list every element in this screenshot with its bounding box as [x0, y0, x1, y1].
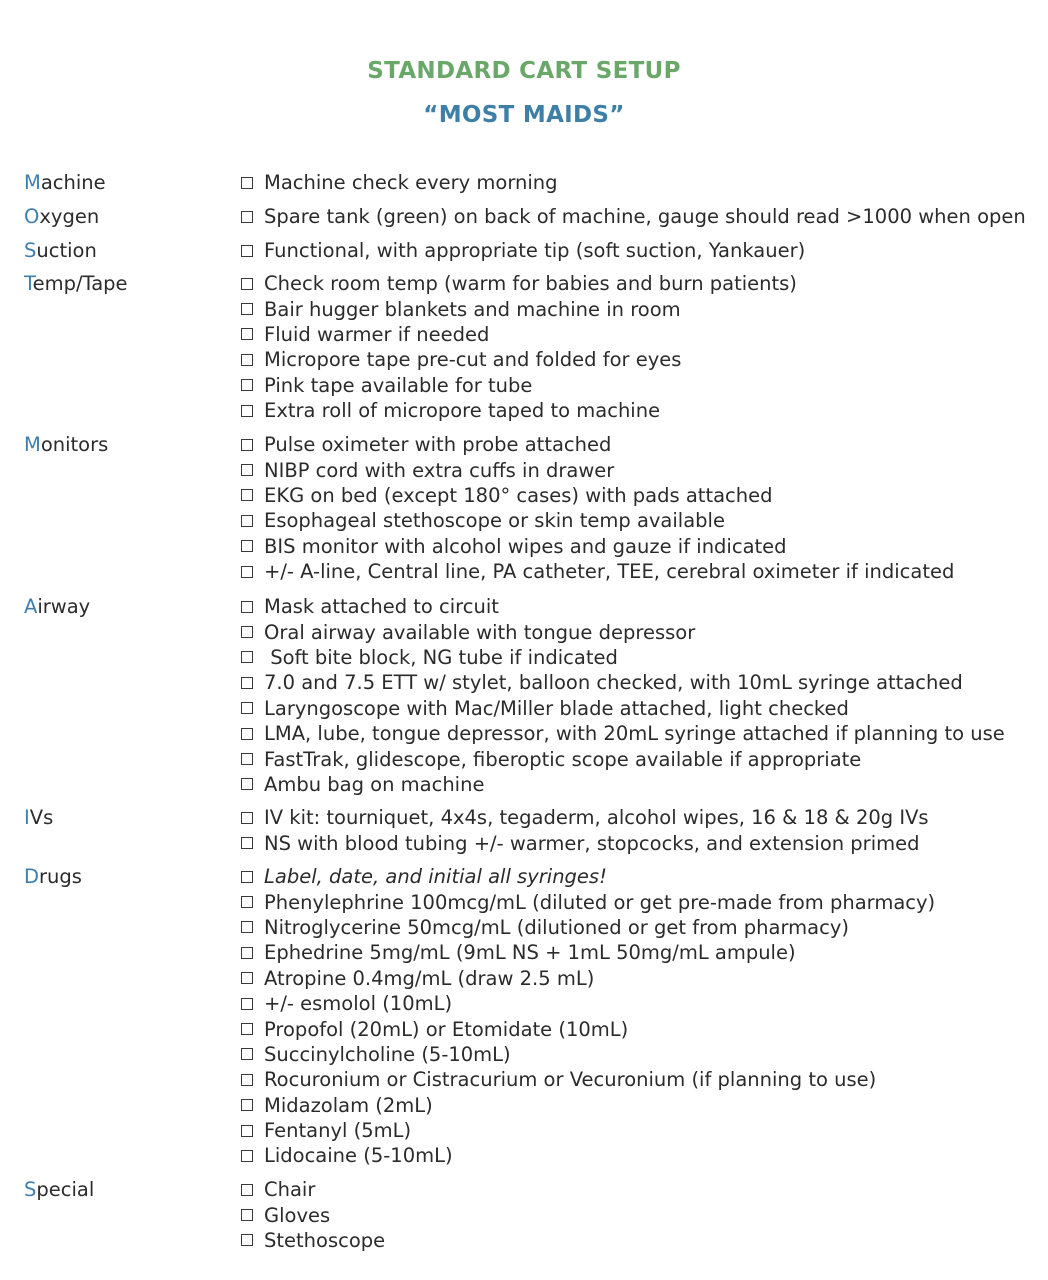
checklist [241, 1177, 385, 1253]
checklist-item: LMA, lube, tongue depressor, with 20mL syringe attached if planning to use [241, 721, 1005, 746]
checklist-item: Oral airway available with tongue depressor [241, 619, 1005, 644]
checklist-item: Ambu bag on machine [241, 772, 1005, 797]
checkbox[interactable] [241, 998, 253, 1010]
page-subtitle: “MOST MAIDS” [423, 102, 625, 128]
checkbox[interactable] [241, 1074, 253, 1086]
checklist-item: NIBP cord with extra cuffs in drawer [241, 457, 954, 482]
section-label: Oxygen [24, 205, 100, 228]
section-initial: T [24, 272, 33, 295]
checkbox[interactable] [241, 702, 253, 714]
checklist [241, 805, 929, 856]
checkbox[interactable] [241, 677, 253, 689]
checklist-item: Spare tank (green) on back of machine, gauge should read >1000 when open [241, 204, 1026, 229]
checklist-item: Lidocaine (5-10mL) [241, 1143, 935, 1168]
checklist-item: EKG on bed (except 180° cases) with pads attached [241, 483, 954, 508]
checkbox[interactable] [241, 871, 253, 883]
checklist-item: +/- esmolol (10mL) [241, 991, 935, 1016]
section-initial: S [24, 1178, 37, 1201]
checklist-item: Atropine 0.4mg/mL (draw 2.5 mL) [241, 966, 935, 991]
section-initial: O [24, 205, 40, 228]
checklist [241, 204, 1026, 229]
checkbox[interactable] [241, 753, 253, 765]
checklist-item: Rocuronium or Cistracurium or Vecuronium (if planning to use) [241, 1067, 935, 1092]
checklist-item: Gloves [241, 1202, 385, 1227]
checklist-item: +/- A-line, Central line, PA catheter, TEE, cerebral oximeter if indicated [241, 559, 954, 584]
section-label: Machine [24, 171, 106, 194]
checkbox[interactable] [241, 1125, 253, 1137]
checklist-item: Chair [241, 1177, 385, 1202]
checklist-item: Fluid warmer if needed [241, 322, 797, 347]
section-initial: I [24, 806, 30, 829]
checklist-item: Check room temp (warm for babies and burn patients) [241, 271, 797, 296]
checkbox[interactable] [241, 540, 253, 552]
checklist [241, 170, 558, 195]
checklist-item: Fentanyl (5mL) [241, 1118, 935, 1143]
checklist-item: 7.0 and 7.5 ETT w/ stylet, balloon checked, with 10mL syringe attached [241, 670, 1005, 695]
checklist [241, 594, 1005, 797]
checkbox[interactable] [241, 1150, 253, 1162]
checkbox[interactable] [241, 626, 253, 638]
checklist-item: NS with blood tubing +/- warmer, stopcocks, and extension primed [241, 830, 929, 855]
checklist-item: Pulse oximeter with probe attached [241, 432, 954, 457]
checkbox[interactable] [241, 211, 253, 223]
checklist [241, 238, 805, 263]
checkbox[interactable] [241, 837, 253, 849]
checklist-item: IV kit: tourniquet, 4x4s, tegaderm, alcohol wipes, 16 & 18 & 20g IVs [241, 805, 929, 830]
checklist-item: Phenylephrine 100mcg/mL (diluted or get pre-made from pharmacy) [241, 889, 935, 914]
checklist-item: Micropore tape pre-cut and folded for eyes [241, 347, 797, 372]
checklist-item: Label, date, and initial all syringes! [241, 864, 935, 889]
checkbox[interactable] [241, 405, 253, 417]
section-initial: M [24, 433, 41, 456]
checklist-item: Functional, with appropriate tip (soft suction, Yankauer) [241, 238, 805, 263]
checkbox[interactable] [241, 947, 253, 959]
checkbox[interactable] [241, 566, 253, 578]
checkbox[interactable] [241, 328, 253, 340]
section-label: Airway [24, 595, 91, 618]
checkbox[interactable] [241, 972, 253, 984]
checkbox[interactable] [241, 601, 253, 613]
checkbox[interactable] [241, 515, 253, 527]
checklist-item: Nitroglycerine 50mcg/mL (dilutioned or get from pharmacy) [241, 915, 935, 940]
checkbox[interactable] [241, 1184, 253, 1196]
checkbox[interactable] [241, 651, 253, 663]
checklist-item: Stethoscope [241, 1228, 385, 1253]
section-label: Temp/Tape [24, 272, 128, 295]
checklist-item: Propofol (20mL) or Etomidate (10mL) [241, 1016, 935, 1041]
page-title: STANDARD CART SETUP [367, 58, 681, 84]
checklist-item: Ephedrine 5mg/mL (9mL NS + 1mL 50mg/mL ampule) [241, 940, 935, 965]
checklist-item: Succinylcholine (5-10mL) [241, 1042, 935, 1067]
checkbox[interactable] [241, 245, 253, 257]
section-initial: A [24, 595, 38, 618]
checkbox[interactable] [241, 354, 253, 366]
section-label: Special [24, 1178, 95, 1201]
checklist-item: Midazolam (2mL) [241, 1093, 935, 1118]
checkbox[interactable] [241, 812, 253, 824]
checkbox[interactable] [241, 1099, 253, 1111]
checklist-item: Bair hugger blankets and machine in room [241, 296, 797, 321]
checklist [241, 864, 935, 1169]
section-initial: M [24, 171, 41, 194]
checklist-item: Machine check every morning [241, 170, 558, 195]
checkbox[interactable] [241, 303, 253, 315]
checkbox[interactable] [241, 278, 253, 290]
checkbox[interactable] [241, 921, 253, 933]
checklist-item: Extra roll of micropore taped to machine [241, 398, 797, 423]
checkbox[interactable] [241, 1209, 253, 1221]
checklist-item: Pink tape available for tube [241, 373, 797, 398]
section-label: Monitors [24, 433, 109, 456]
section-label: Suction [24, 239, 97, 262]
section-initial: S [24, 239, 37, 262]
checkbox[interactable] [241, 1234, 253, 1246]
checklist-item: FastTrak, glidescope, fiberoptic scope available if appropriate [241, 746, 1005, 771]
checkbox[interactable] [241, 439, 253, 451]
checkbox[interactable] [241, 1023, 253, 1035]
checklist-item: BIS monitor with alcohol wipes and gauze if indicated [241, 534, 954, 559]
checkbox[interactable] [241, 177, 253, 189]
checklist-item: Mask attached to circuit [241, 594, 1005, 619]
checklist-item: Laryngoscope with Mac/Miller blade attached, light checked [241, 696, 1005, 721]
checklist-item: Soft bite block, NG tube if indicated [241, 645, 1005, 670]
checkbox[interactable] [241, 728, 253, 740]
section-initial: D [24, 865, 40, 888]
checkbox[interactable] [241, 778, 253, 790]
section-label: IVs [24, 806, 54, 829]
checkbox[interactable] [241, 464, 253, 476]
checkbox[interactable] [241, 1048, 253, 1060]
checkbox[interactable] [241, 489, 253, 501]
checkbox[interactable] [241, 379, 253, 391]
checklist [241, 271, 797, 423]
section-label: Drugs [24, 865, 82, 888]
checklist [241, 432, 954, 584]
checkbox[interactable] [241, 896, 253, 908]
checklist-item: Esophageal stethoscope or skin temp available [241, 508, 954, 533]
